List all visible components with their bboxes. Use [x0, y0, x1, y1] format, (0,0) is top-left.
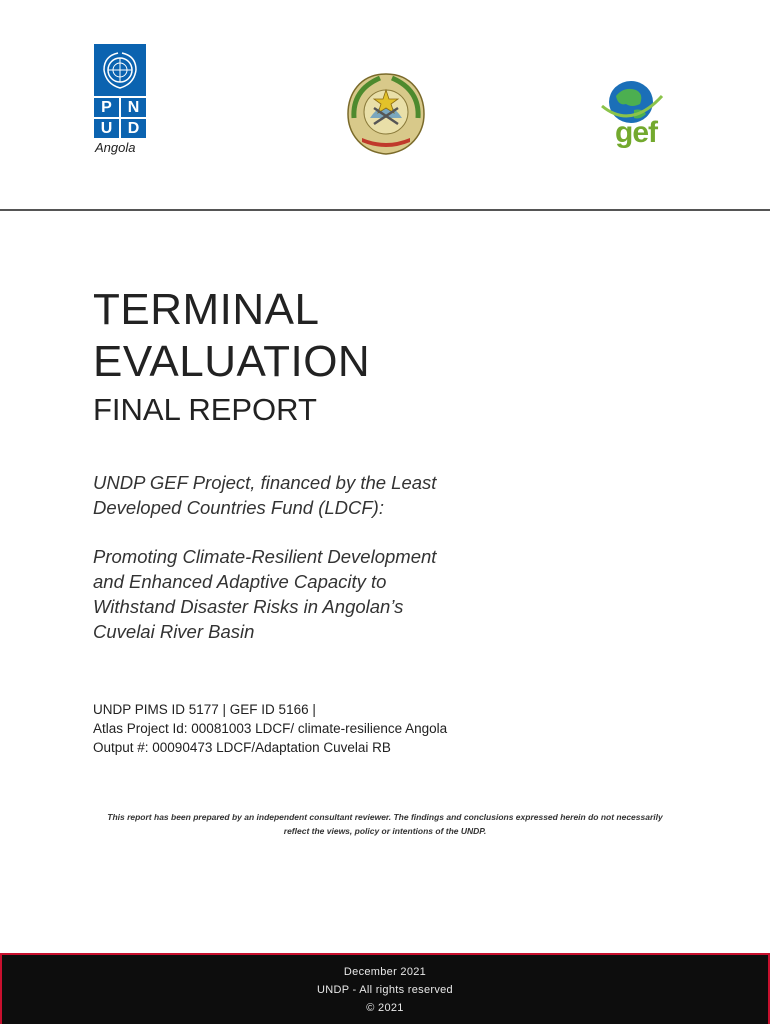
- project-title: [93, 544, 553, 644]
- undp-letter: D: [121, 119, 146, 138]
- undp-country-label: Angola: [95, 140, 136, 155]
- title-line-2: EVALUATION: [93, 337, 371, 386]
- identifier-line: Output #: 00090473 LDCF/Adaptation Cuvelai RB: [93, 740, 391, 755]
- gef-logo-text: gef: [615, 116, 657, 149]
- project-intro-line: UNDP GEF Project, financed by the Least: [93, 472, 437, 493]
- footer-date: December 2021: [343, 965, 427, 978]
- project-title-line: Cuvelai River Basin: [93, 621, 255, 642]
- project-intro-line: Developed Countries Fund (LDCF):: [93, 497, 384, 518]
- project-identifiers: [93, 700, 447, 757]
- undp-letter: U: [94, 119, 119, 138]
- disclaimer: [90, 810, 680, 838]
- undp-letter: N: [121, 98, 146, 117]
- identifier-line: Atlas Project Id: 00081003 LDCF/ climate-resilience Angola: [93, 721, 448, 736]
- footer-band: [0, 953, 770, 1024]
- report-subtitle: FINAL REPORT: [93, 392, 317, 427]
- disclaimer-line: This report has been prepared by an independent consultant reviewer. The findings and conclusions expressed herein do not necessarily: [107, 812, 663, 822]
- identifier-line: UNDP PIMS ID 5177 | GEF ID 5166 |: [93, 702, 316, 717]
- project-intro: [93, 470, 553, 520]
- title-line-1: TERMINAL: [93, 285, 320, 334]
- footer-copyright: © 2021: [366, 1001, 404, 1014]
- project-title-line: and Enhanced Adaptive Capacity to: [93, 571, 387, 592]
- disclaimer-line: reflect the views, policy or intentions of the UNDP.: [283, 826, 487, 836]
- report-title: [93, 284, 370, 430]
- header-divider: [0, 209, 770, 211]
- project-title-line: Promoting Climate-Resilient Development: [93, 546, 437, 567]
- undp-letter: P: [94, 98, 119, 117]
- undp-logo: [94, 44, 146, 155]
- angola-emblem-icon: [340, 68, 432, 160]
- project-title-line: Withstand Disaster Risks in Angolan’s: [93, 596, 404, 617]
- footer-rights: UNDP - All rights reserved: [317, 983, 453, 996]
- un-emblem-icon: [94, 44, 146, 96]
